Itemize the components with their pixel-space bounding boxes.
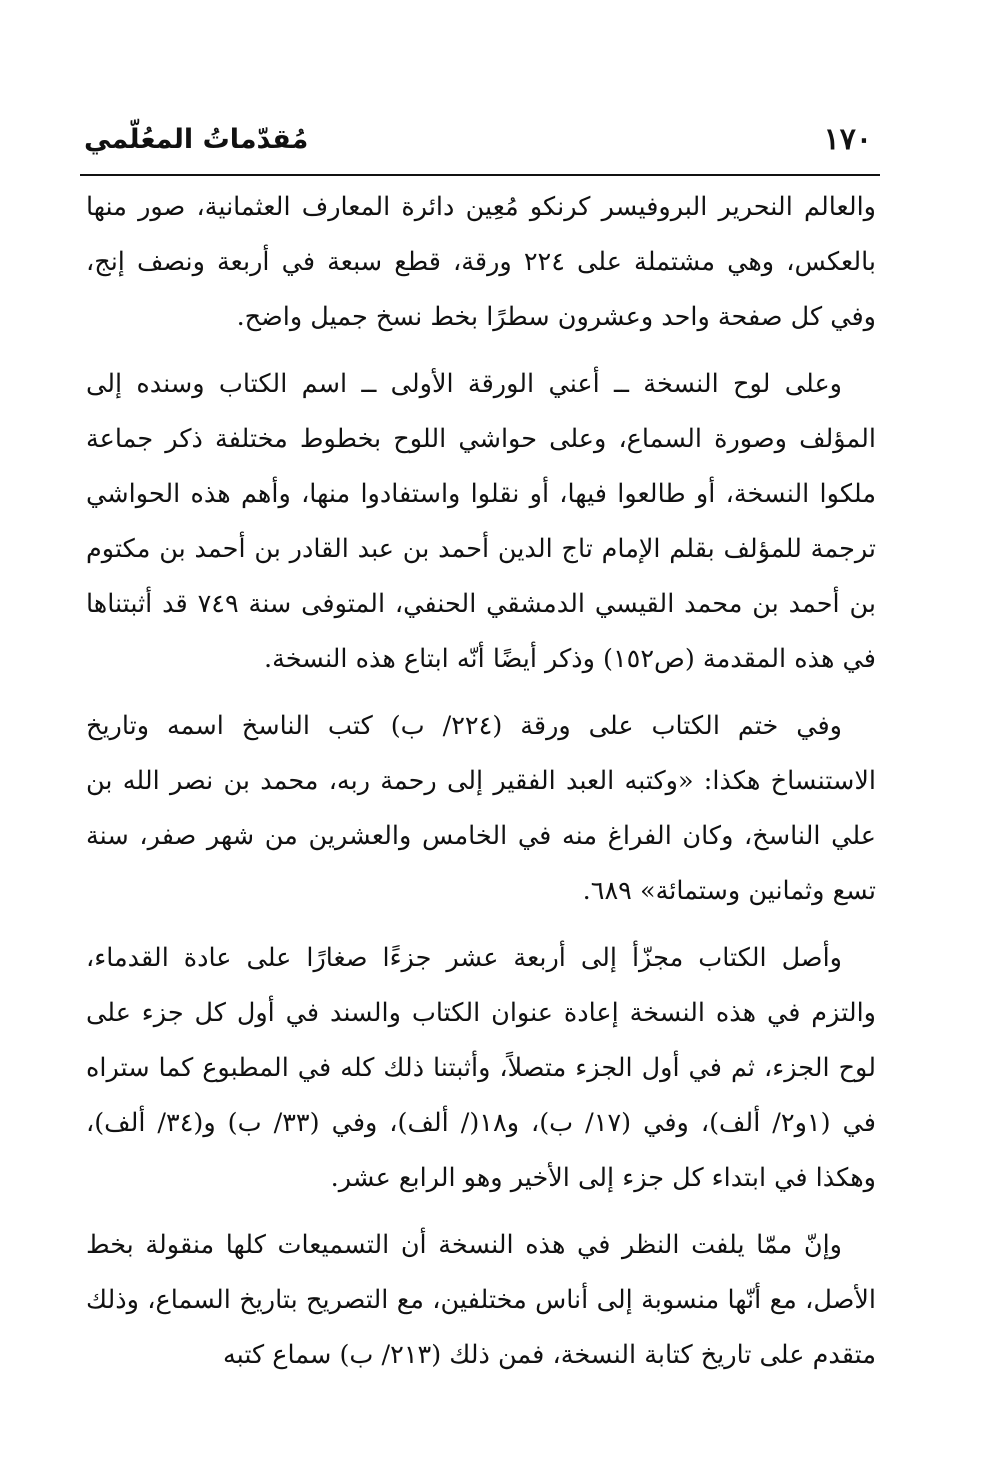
paragraph: وإنّ ممّا يلفت النظر في هذه النسخة أن التسميعات كلها منقولة بخط الأصل، مع أنّها منسوبة إلى أناس مختلفين، مع التصريح بتاريخ السماع، وذلك متقدم على تاريخ كتابة النسخة، فمن ذلك (٢١٣/ ب) سماع كتبه [86, 1230, 876, 1370]
paragraph: وأصل الكتاب مجزّأ إلى أربعة عشر جزءًا صغارًا على عادة القدماء، والتزم في هذه النسخة إعادة عنوان الكتاب والسند في أول كل جزء على لوح الجزء، ثم في أول الجزء متصلاً، وأثبتنا ذلك كله في المطبوع كما ستراه في (١و٢/ ألف)، وفي (١٧/ ب)، و١٨(/ ألف)، وفي (٣٣/ ب) و(٣٤/ ألف)، وهكذا في ابتداء كل جزء إلى الأخير وهو الرابع عشر. [86, 943, 876, 1193]
page-number: ١٧٠ [823, 122, 872, 157]
running-title: مُقدّماتُ المعُلّمي [84, 124, 309, 155]
paragraph: وعلى لوح النسخة ــ أعني الورقة الأولى ــ اسم الكتاب وسنده إلى المؤلف وصورة السماع، وعلى حواشي اللوح بخطوط مختلفة ذكر جماعة ملكوا النسخة، أو طالعوا فيها، أو نقلوا واستفادوا منها، وأهم هذه الحواشي ترجمة للمؤلف بقلم الإمام تاج الدين أحمد بن عبد القادر بن أحمد بن مكتوم بن أحمد بن محمد القيسي الدمشقي الحنفي، المتوفى سنة ٧٤٩ قد أثبتناها في هذه المقدمة (ص١٥٢) وذكر أيضًا أنّه ابتاع هذه النسخة. [86, 369, 876, 674]
paragraph: وفي ختم الكتاب على ورقة (٢٢٤/ ب) كتب الناسخ اسمه وتاريخ الاستنساخ هكذا: «وكتبه العبد الفقير إلى رحمة ربه، محمد بن نصر الله بن علي الناسخ، وكان الفراغ منه في الخامس والعشرين من شهر صفر، سنة تسع وثمانين وستمائة» ٦٨٩. [86, 711, 876, 906]
paragraph: والعالم النحرير البروفيسر كرنكو مُعِين دائرة المعارف العثمانية، صور منها بالعكس، وهي مشتملة على ٢٢٤ ورقة، قطع سبعة في أربعة ونصف إنج، وفي كل صفحة واحد وعشرون سطرًا بخط نسخ جميل واضح. [86, 192, 876, 332]
page-body [86, 180, 876, 1395]
page-header [80, 118, 880, 176]
